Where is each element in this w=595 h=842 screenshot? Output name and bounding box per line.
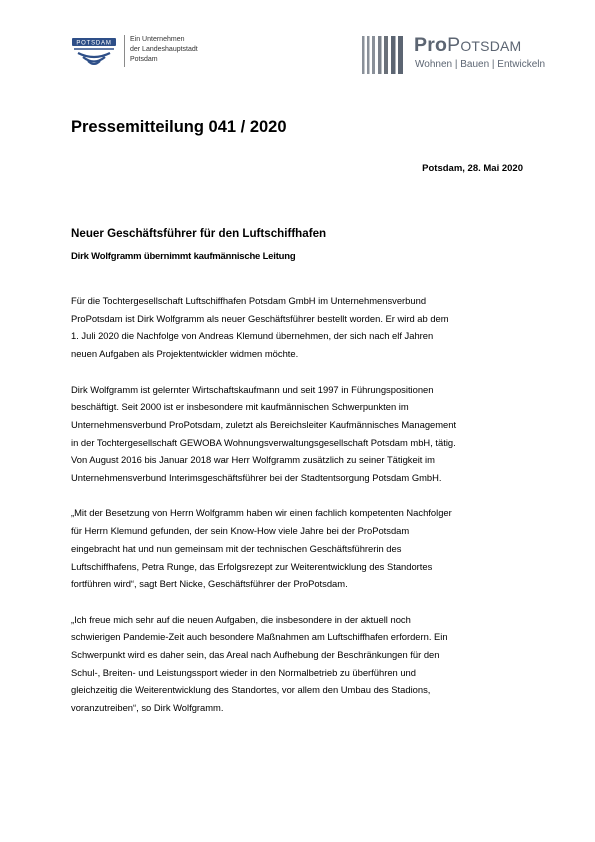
place-date: Potsdam, 28. Mai 2020: [422, 163, 523, 174]
text-line: voranzutreiben“, so Dirk Wolfgramm.: [71, 702, 224, 714]
text-line: Schul-, Breiten- und Leistungssport wieder in den Normalbetrieb zu überführen und: [71, 666, 416, 678]
potsdam-tagline: [130, 35, 198, 65]
propotsdam-brand-name: [414, 33, 521, 57]
text-line: Schwerpunkt wird es daher sein, das Areal nach Aufhebung der Beschränkungen für den: [71, 649, 440, 661]
text-line: Von August 2016 bis Januar 2018 war Herr Wolfgramm zusätzlich zu seiner Tätigkeit im: [71, 454, 435, 466]
text-line: fortführen wird“, sagt Bert Nicke, Geschäftsführer der ProPotsdam.: [71, 578, 348, 590]
potsdam-city-logo: [70, 34, 118, 68]
tagline-line: Potsdam: [130, 56, 158, 63]
propotsdam-slogan: Wohnen | Bauen | Entwickeln: [415, 59, 546, 70]
potsdam-logo-text: POTSDAM: [76, 40, 112, 47]
text-line: Für die Tochtergesellschaft Luftschiffhafen Potsdam GmbH im Unternehmensverbund: [71, 295, 427, 306]
subheadline: Dirk Wolfgramm übernimmt kaufmännische Leitung: [71, 251, 296, 262]
logo-divider: [124, 35, 125, 67]
paragraph: [71, 381, 541, 487]
text-line: schwierigen Pandemie-Zeit auch besondere Maßnahmen am Luftschiffhafen erfordern. Ein: [71, 631, 448, 643]
propotsdam-bars-icon: [362, 36, 412, 74]
body-text: [71, 292, 541, 735]
paragraph: [71, 611, 541, 717]
text-line: „Mit der Besetzung von Herrn Wolfgramm haben wir einen fachlich kompetenten Nachfolger: [71, 507, 452, 519]
text-line: in der Tochtergesellschaft GEWOBA Wohnungsverwaltungsgesellschaft Potsdam mbH, tätig.: [71, 436, 456, 448]
text-line: beschäftigt. Seit 2000 ist er insbesondere mit kaufmännischen Schwerpunkten im: [71, 401, 409, 413]
tagline-line: der Landeshauptstadt: [130, 46, 198, 53]
text-line: eingebracht hat und nun gemeinsam mit der technischen Geschäftsführerin des: [71, 542, 402, 554]
brand-potsdam: Potsdam: [447, 34, 522, 56]
tagline-line: Ein Unternehmen: [130, 36, 185, 43]
text-line: 1. Juli 2020 die Nachfolge von Andreas Klemund übernehmen, der sich nach elf Jahren: [71, 330, 434, 342]
text-line: Unternehmensverbund Interimsgeschäftsführer bei der Stadtentsorgung Potsdam GmbH.: [71, 472, 442, 484]
text-line: ProPotsdam ist Dirk Wolfgramm als neuer Geschäftsführer bestellt worden. Er wird ab dem: [71, 312, 449, 324]
text-line: Dirk Wolfgramm ist gelernter Wirtschaftskaufmann und seit 1997 in Führungspositionen: [71, 383, 434, 395]
text-line: für Herrn Klemund gefunden, der sein Know-How viele Jahre bei der ProPotsdam: [71, 525, 410, 537]
press-release-title: Pressemitteilung 041 / 2020: [71, 118, 287, 136]
paragraph: [71, 504, 541, 593]
text-line: neuen Aufgaben als Projektentwickler widmen möchte.: [71, 348, 299, 360]
text-line: gleichzeitig die Weiterentwicklung des Standortes, vor allem den Umbau des Stadions,: [71, 684, 431, 696]
text-line: Luftschiffhafens, Petra Runge, das Erfolgsrezept zur Weiterentwicklung des Standortes: [71, 560, 433, 572]
text-line: Unternehmensverbund ProPotsdam, zuletzt als Bereichsleiter Kaufmännisches Management: [71, 418, 457, 430]
brand-pro: Pro: [414, 34, 448, 56]
paragraph: [71, 292, 541, 363]
headline: Neuer Geschäftsführer für den Luftschiffhafen: [71, 227, 327, 240]
text-line: „Ich freue mich sehr auf die neuen Aufgaben, die insbesondere in der aktuell noch: [71, 613, 411, 625]
